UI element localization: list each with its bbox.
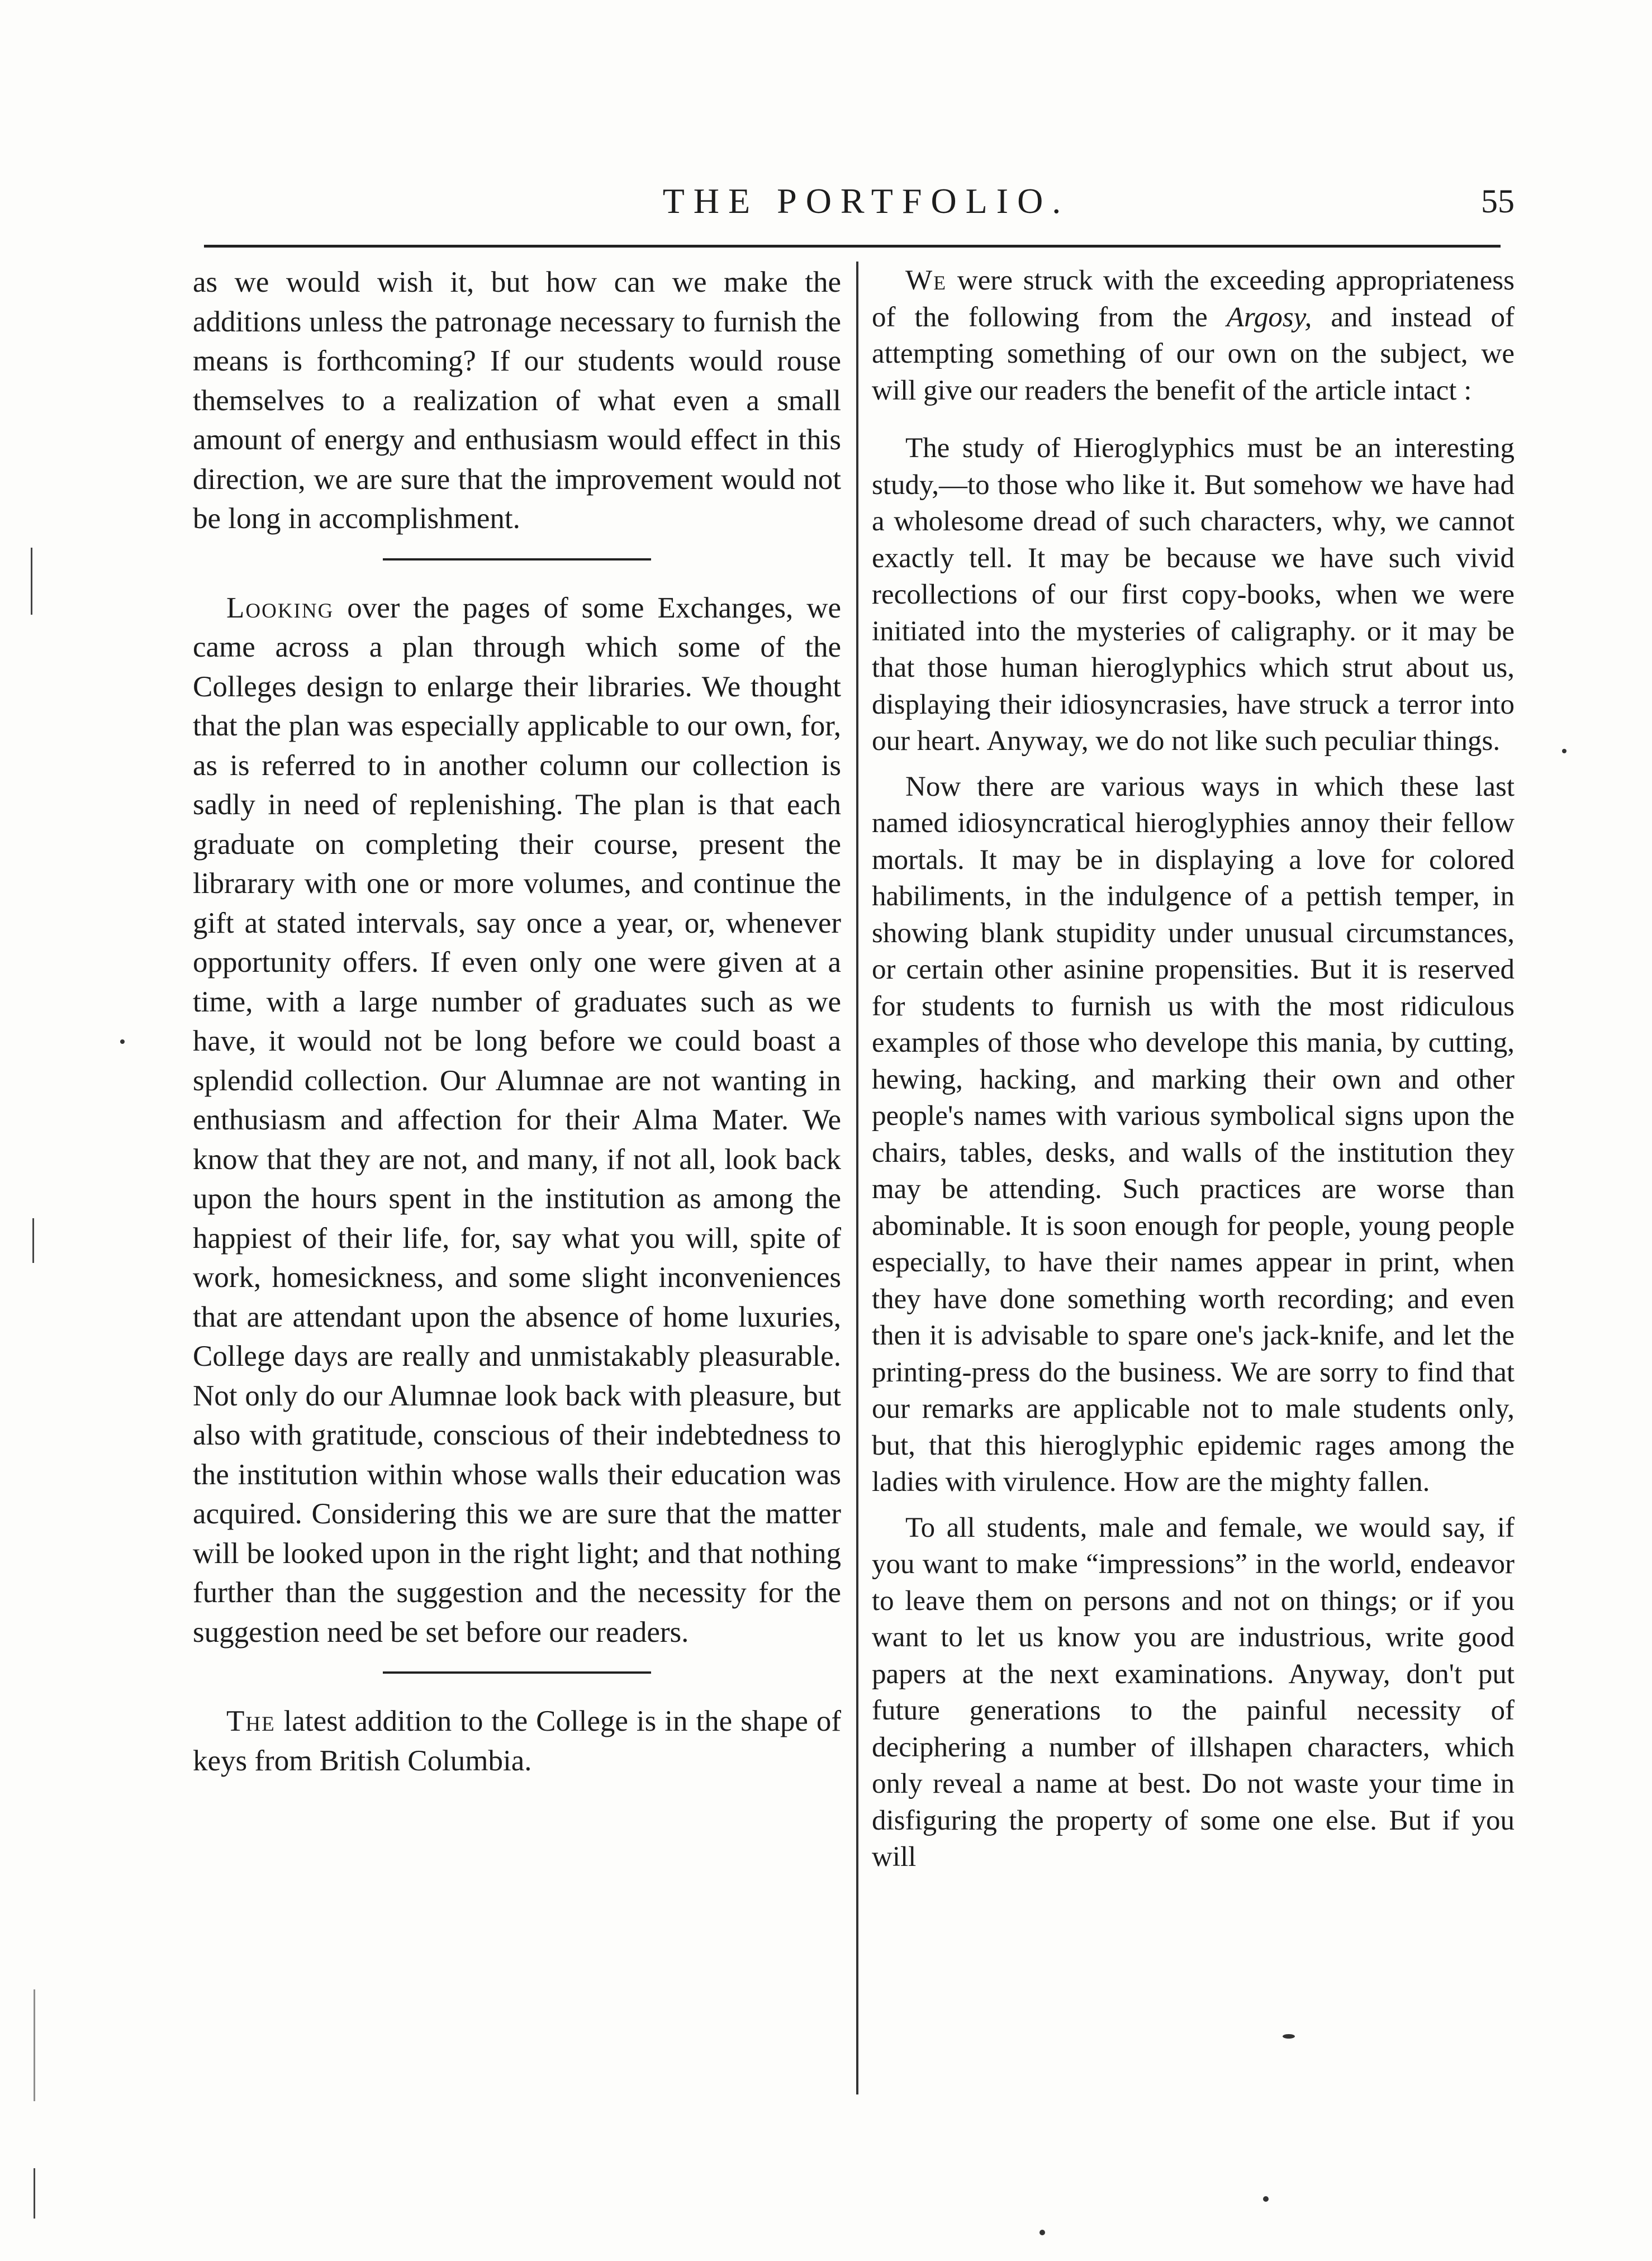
page-number: 55 — [1481, 183, 1515, 220]
paragraph-text: and instead of attempting something of our own on the subject, we will give our readers the benefit of the article intact : — [872, 301, 1515, 406]
scan-speck — [1283, 2034, 1295, 2039]
paragraph-lead: Looking — [226, 591, 334, 624]
scan-speck — [120, 1039, 125, 1044]
scan-margin-mark — [32, 1218, 34, 1263]
paragraph-text: were struck with the exceeding appropriateness of the following from the — [872, 265, 1515, 333]
paragraph-gap — [872, 760, 1515, 769]
section-divider — [383, 1671, 651, 1674]
scan-speck — [1562, 749, 1566, 753]
paragraph-gap — [872, 1501, 1515, 1510]
right-column — [872, 263, 1515, 1876]
scan-margin-mark — [34, 1989, 35, 2101]
journal-title: THE PORTFOLIO. — [662, 181, 1070, 221]
right-paragraph-2: The study of Hieroglyphics must be an interesting study,—to those who like it. But somehow we have had a wholesome dread of such characters, why, we cannot exactly tell. It may be because we have such vivid recollections of our first copy-books, when we were initiated into the mysteries of caligraphy. or it may be that those human hieroglyphics which strut about us, displaying their idiosyncrasies, have struck a terror into our heart. Anyway, we do not like such peculiar things. — [872, 433, 1515, 757]
column-divider — [856, 262, 858, 2094]
left-column — [193, 263, 841, 1780]
paragraph-text: latest addition to the College is in the shape of keys from British Columbia. — [193, 1705, 841, 1777]
paragraph-lead: We — [905, 265, 947, 296]
running-header — [196, 173, 1537, 235]
scan-margin-mark — [31, 548, 32, 615]
scan-margin-mark — [34, 2168, 35, 2219]
right-paragraph-1 — [872, 263, 1515, 409]
scan-speck — [1263, 2196, 1269, 2202]
right-paragraph-4: To all students, male and female, we would say, if you want to make “impressions” in the world, endeavor to leave them on persons and not on things; or if you want to let us know you are industrious, write good papers at the next examinations. Anyway, don't put future generations to the painful necessity of deciphering a number of illshapen characters, which only reveal a name at best. Do not waste your time in disfiguring the property of some one else. But if you will — [872, 1512, 1515, 1873]
left-paragraph-1: as we would wish it, but how can we make the additions unless the patronage necessary to furnish the means is forthcoming? If our students would rouse themselves to a realization of what even a small amount of energy and enthusiasm would effect in this direction, we are sure that the improvement would not be long in accomplishment. — [193, 266, 841, 535]
header-rule — [204, 245, 1501, 248]
right-paragraph-3: Now there are various ways in which these last named idiosyncratical hieroglyphies annoy their fellow mortals. It may be in displaying a love for colored habiliments, in the indulgence of a pettish temper, in showing blank stupidity under unusual circumstances, or certain other asinine propensities. But it is reserved for students to furnish us with the most ridiculous examples of those who develope this mania, by cutting, hewing, hacking, and marking their own and other people's names with various symbolical signs upon the chairs, tables, desks, and walls of the institution they may be attending. Such practices are worse than abominable. It is soon enough for people, young people especially, to have their names appear in print, when they have done something worth recording; and even then it is advisable to spare one's jack-knife, and let the printing-press do the business. We are sorry to find that our remarks are applicable not to male students only, but, that this hieroglyphic epidemic rages among the ladies with virulence. How are the mighty fallen. — [872, 771, 1515, 1498]
left-paragraph-3 — [193, 1702, 841, 1780]
left-paragraph-2 — [193, 588, 841, 1652]
paragraph-lead: The — [226, 1705, 276, 1737]
paragraph-gap — [872, 409, 1515, 430]
section-divider — [383, 558, 651, 560]
publication-name: Argosy, — [1226, 301, 1312, 333]
paragraph-text: over the pages of some Exchanges, we came across a plan through which some of the Colleges design to enlarge their libraries. We thought that the plan was especially applicable to our own, for, as is referred to in another column our collection is sadly in need of replenishing. The plan is that each graduate on completing their course, present the librarary with one or more volumes, and continue the gift at stated intervals, say once a year, or, whenever opportunity offers. If even only one were given at a time, with a large number of graduates such as we have, it would not be long before we could boast a splendid collection. Our Alumnae are not wanting in enthusiasm and affection for their Alma Mater. We know that they are not, and many, if not all, look back upon the hours spent in the institution as among the happiest of their life, for, say what you will, spite of work, homesickness, and some slight inconveniences that are attendant upon the absence of home luxuries, College days are really and unmistakably pleasurable. Not only do our Alumnae look back with pleasure, but also with gratitude, conscious of their indebtedness to the institution within whose walls their education was acquired. Considering this we are sure that the matter will be looked upon in the right light; and that nothing further than the suggestion and the necessity for the suggestion need be set before our readers. — [193, 591, 841, 1649]
scan-speck — [1039, 2230, 1045, 2235]
